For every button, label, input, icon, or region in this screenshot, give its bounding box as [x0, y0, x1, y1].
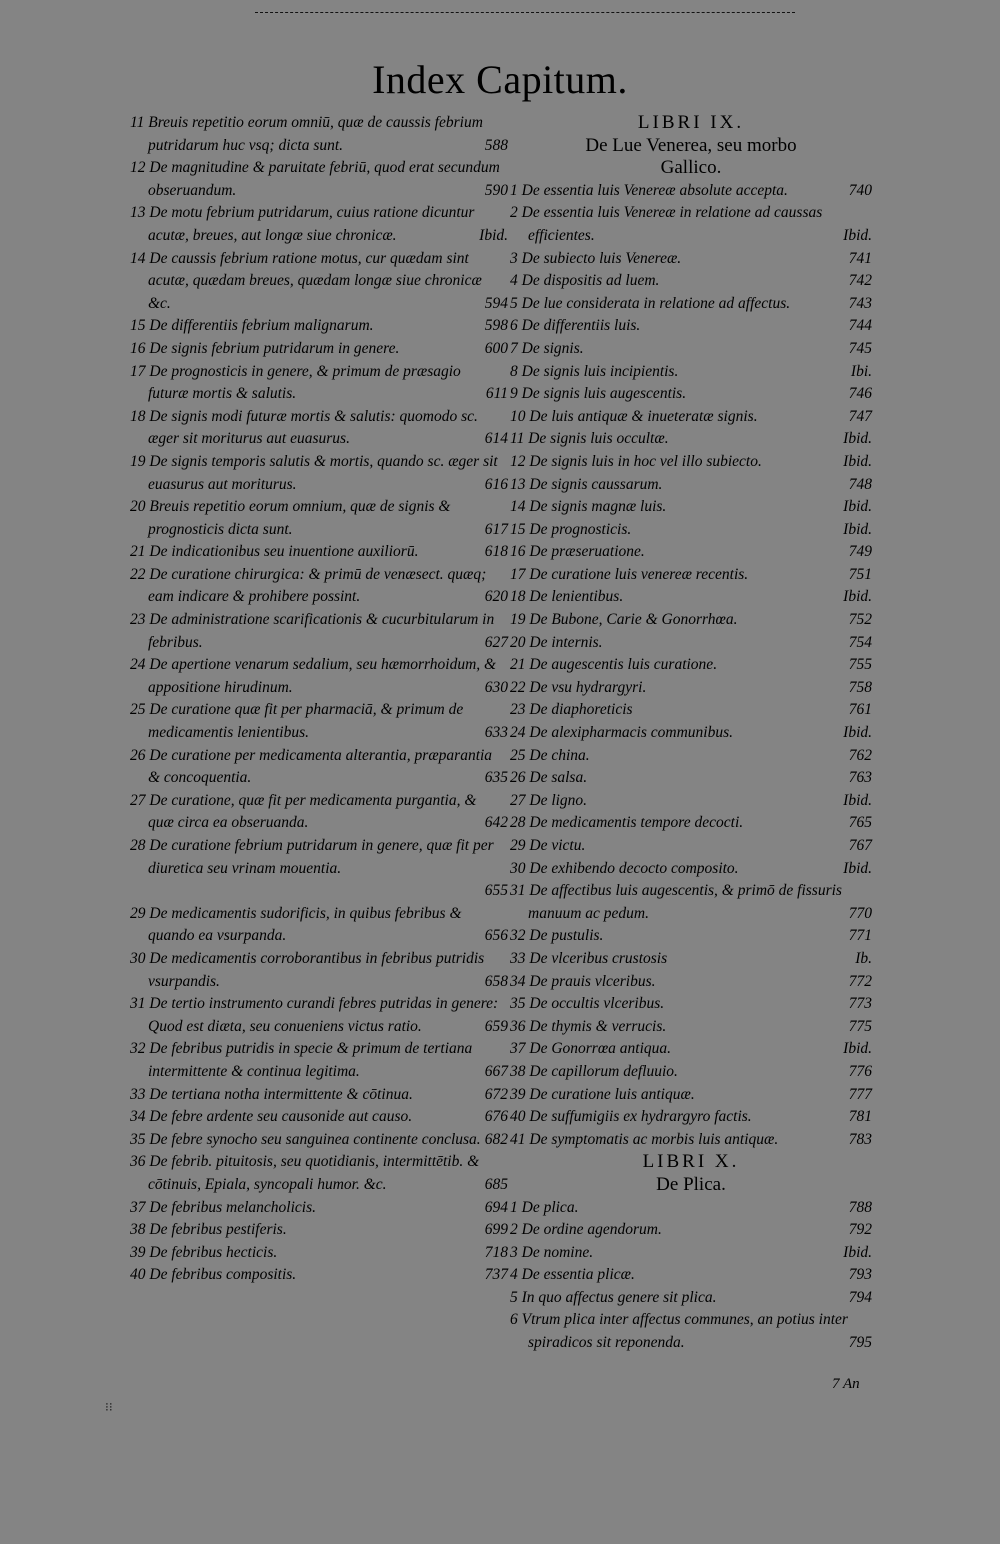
- entry-title: 16 De præseruatione.: [510, 543, 645, 561]
- entry-page-number: 682: [484, 1130, 508, 1148]
- entry-title: 7 De signis.: [510, 339, 584, 357]
- entry-title: 29 De victu.: [510, 837, 586, 854]
- index-entry: [130, 654, 508, 699]
- index-entry: [510, 315, 872, 338]
- index-entry: [510, 451, 872, 474]
- entry-title: 31 De affectibus luis augescentis, & primō de fissuris manuum ac pedum.: [510, 882, 842, 922]
- index-entry: [130, 948, 508, 993]
- index-entry: [510, 699, 872, 722]
- entry-title: 17 De curatione luis venereæ recentis.: [510, 565, 749, 583]
- index-entry: [130, 315, 508, 338]
- entry-page-number: 743: [848, 294, 872, 312]
- index-entry: [510, 609, 872, 632]
- entry-page-number: 618: [484, 543, 508, 561]
- index-entry: [510, 293, 872, 316]
- right-column: [510, 112, 872, 1355]
- entry-title: 23 De administratione scarificationis & cucurbitularum in febribus.: [130, 611, 495, 651]
- index-entry: [130, 338, 508, 361]
- entry-title: 1 De essentia luis Venereæ absolute accepta.: [510, 181, 788, 199]
- index-entry: [510, 677, 872, 700]
- entry-page-number: 590: [484, 181, 508, 199]
- entry-page-number: 685: [484, 1175, 508, 1193]
- entry-page-number: 741: [848, 249, 872, 267]
- index-entry: [510, 880, 872, 925]
- entry-page-number: 740: [848, 181, 872, 199]
- entry-page-number: 655: [484, 881, 508, 899]
- index-entry: [510, 812, 872, 835]
- index-entry: [510, 1129, 872, 1152]
- index-entry: [130, 1219, 508, 1242]
- entry-title: 16 De signis febrium putridarum in genere.: [130, 339, 400, 357]
- index-entry: [510, 790, 872, 813]
- entry-page-number: 794: [848, 1288, 872, 1306]
- entry-title: 40 De suffumigiis ex hydrargyro factis.: [510, 1108, 752, 1126]
- entry-page-number: 758: [848, 678, 872, 696]
- index-entry: [130, 112, 508, 157]
- entry-title: 5 De lue considerata in relatione ad affectus.: [510, 294, 791, 312]
- entry-page-number: Ibid.: [843, 791, 872, 809]
- entry-title: 39 De febribus hecticis.: [130, 1243, 278, 1261]
- entry-page-number: 642: [484, 814, 508, 832]
- entry-page-number: Ib.: [855, 949, 872, 967]
- entry-title: 32 De pustulis.: [510, 927, 604, 945]
- entry-title: 40 De febribus compositis.: [130, 1266, 297, 1284]
- entry-page-number: 744: [848, 317, 872, 335]
- index-entry: [510, 971, 872, 994]
- entry-page-number: 614: [484, 430, 508, 448]
- index-entry: [510, 993, 872, 1016]
- entry-title: 21 De indicationibus seu inuentione auxiliorū.: [130, 543, 419, 561]
- index-entry: [130, 157, 508, 202]
- entry-title: 21 De augescentis luis curatione.: [510, 656, 718, 674]
- page-title: Index Capitum.: [372, 57, 628, 102]
- entry-page-number: 763: [848, 769, 872, 787]
- index-entry: [130, 1197, 508, 1220]
- entry-page-number: 747: [848, 407, 872, 425]
- index-entry: [510, 1016, 872, 1039]
- entry-title: 26 De salsa.: [510, 769, 588, 787]
- entry-page-number: Ibid.: [479, 226, 508, 244]
- entry-title: 18 De signis modi futuræ mortis & salutis: quomodo sc. æger sit moriturus aut euasurus.: [130, 407, 478, 448]
- entry-title: 38 De capillorum defluuio.: [510, 1062, 678, 1080]
- index-entry: [510, 180, 872, 203]
- index-entry: [510, 1084, 872, 1107]
- left-column: [130, 112, 508, 1287]
- index-entry: [510, 767, 872, 790]
- entry-page-number: 630: [484, 678, 508, 696]
- entry-title: 2 De ordine agendorum.: [510, 1221, 662, 1239]
- entry-title: 30 De exhibendo decocto composito.: [510, 859, 739, 877]
- entry-page-number: 749: [848, 543, 872, 561]
- index-entry: [510, 1287, 872, 1310]
- index-entry: [510, 1038, 872, 1061]
- entry-page-number: Ibid.: [843, 226, 872, 244]
- entry-page-number: 755: [848, 656, 872, 674]
- index-entry: [130, 541, 508, 564]
- entry-page-number: 588: [484, 136, 508, 154]
- entry-title: 12 De magnitudine & paruitate febriū, quod erat secundum obseruandum.: [130, 159, 500, 199]
- entry-page-number: 745: [848, 339, 872, 357]
- entry-page-number: Ibid.: [843, 430, 872, 448]
- entry-title: 11 De signis luis occultæ.: [510, 430, 669, 448]
- entry-page-number: 600: [484, 339, 508, 357]
- index-entry: [130, 1242, 508, 1265]
- entry-title: 14 De caussis febrium ratione motus, cur quædam sint acutæ, quædam breues, quædam longæ siue chronicæ &c.: [130, 249, 482, 312]
- index-entry: [510, 1264, 872, 1287]
- index-entry: [510, 383, 872, 406]
- entry-title: 12 De signis luis in hoc vel illo subiecto.: [510, 452, 762, 470]
- entry-page-number: 594: [484, 294, 508, 312]
- entry-page-number: 718: [484, 1243, 508, 1261]
- entry-title: 37 De Gonorrœa antiqua.: [510, 1040, 672, 1058]
- entry-page-number: 770: [848, 904, 872, 922]
- entry-page-number: Ibid.: [843, 724, 872, 742]
- entry-page-number: 694: [484, 1198, 508, 1216]
- top-rule: [255, 12, 795, 13]
- index-entry: [130, 1084, 508, 1107]
- index-entry: [130, 745, 508, 790]
- entry-page-number: Ibid.: [843, 1040, 872, 1058]
- index-entry: [130, 1038, 508, 1083]
- entry-page-number: 699: [484, 1221, 508, 1239]
- index-entry: [510, 948, 872, 971]
- entry-title: 30 De medicamentis corroborantibus in febribus putridis vsurpandis.: [130, 949, 485, 990]
- entry-page-number: 633: [484, 724, 508, 742]
- entry-title: 37 De febribus melancholicis.: [130, 1198, 316, 1216]
- index-entry: [510, 406, 872, 429]
- entry-title: 5 In quo affectus genere sit plica.: [510, 1288, 717, 1306]
- index-entry: [130, 790, 508, 835]
- index-entry: [510, 496, 872, 519]
- entry-title: 13 De signis caussarum.: [510, 475, 663, 493]
- entry-title: 33 De tertiana notha intermittente & cōtinua.: [130, 1085, 413, 1103]
- index-entry: [510, 428, 872, 451]
- entry-title: 14 De signis magnæ luis.: [510, 498, 667, 516]
- entry-page-number: 761: [848, 701, 872, 719]
- index-entry: [510, 925, 872, 948]
- entry-title: 32 De febribus putridis in specie & primum de tertiana intermittente & continua legitima.: [130, 1040, 473, 1080]
- entry-page-number: Ibid.: [843, 588, 872, 606]
- entry-title: 39 De curatione luis antiquæ.: [510, 1085, 695, 1103]
- index-entry: [130, 564, 508, 609]
- index-entry: [510, 722, 872, 745]
- index-entry: [130, 993, 508, 1038]
- entry-title: 4 De essentia plicæ.: [510, 1266, 635, 1284]
- entry-page-number: 771: [848, 927, 872, 945]
- index-entry: [130, 248, 508, 316]
- index-entry: [510, 361, 872, 384]
- entry-page-number: 748: [848, 475, 872, 493]
- entry-title: 6 De differentiis luis.: [510, 317, 641, 335]
- book-10-subtitle: De Plica.: [656, 1173, 726, 1195]
- entry-title: 38 De febribus pestiferis.: [130, 1221, 287, 1239]
- book-9-subtitle-line-1: De Lue Venerea, seu morbo: [585, 134, 797, 156]
- index-entry: [510, 541, 872, 564]
- index-entry: [510, 474, 872, 497]
- entry-page-number: 793: [848, 1266, 872, 1284]
- entry-title: 28 De medicamentis tempore decocti.: [510, 814, 744, 832]
- entry-title: 3 De nomine.: [510, 1243, 594, 1261]
- entry-page-number: 620: [484, 588, 508, 606]
- book-9-heading: LIBRI IX.: [637, 112, 745, 133]
- book-9-subtitle-line-2: Gallico.: [660, 157, 722, 179]
- entry-title: 15 De prognosticis.: [510, 520, 632, 538]
- index-entry: [130, 451, 508, 496]
- index-entry: [510, 202, 872, 247]
- entry-title: 24 De apertione venarum sedalium, seu hæmorrhoidum, & appositione hirudinum.: [130, 656, 497, 696]
- entry-page-number: 598: [484, 317, 508, 335]
- entry-page-number: 754: [848, 633, 872, 651]
- entry-title: 36 De febrib. pituitosis, seu quotidianis, intermittētib. & cōtinuis, Epiala, syncopali humor. &c.: [130, 1153, 480, 1193]
- index-entry: [510, 1309, 872, 1354]
- entry-page-number: 781: [848, 1108, 872, 1126]
- index-entry: [510, 745, 872, 768]
- entry-title: 22 De vsu hydrargyri.: [510, 678, 647, 696]
- index-entry: [510, 519, 872, 542]
- book-10-entries: [510, 1197, 872, 1355]
- index-entry: [510, 1106, 872, 1129]
- entry-page-number: 751: [848, 565, 872, 583]
- index-entry: [130, 1264, 508, 1287]
- book-9-entries: [510, 180, 872, 1152]
- entry-page-number: Ibid.: [843, 1243, 872, 1261]
- index-entry: [130, 1106, 508, 1129]
- index-entry: [510, 835, 872, 858]
- index-entry: [510, 632, 872, 655]
- entry-title: 27 De curatione, quæ fit per medicamenta purgantia, & quæ circa ea obseruanda.: [130, 791, 477, 832]
- entry-title: 20 Breuis repetitio eorum omnium, quæ de signis & prognosticis dicta sunt.: [130, 498, 451, 538]
- index-entry: [510, 1061, 872, 1084]
- entry-page-number: Ibid.: [843, 859, 872, 877]
- entry-title: 31 De tertio instrumento curandi febres putridas in genere: Quod est diæta, seu conueniens victus ratio.: [130, 995, 499, 1035]
- entry-title: 36 De thymis & verrucis.: [510, 1017, 667, 1035]
- entry-title: 22 De curatione chirurgica: & primū de venæsect. quæq; eam indicare & prohibere possint.: [130, 565, 487, 606]
- entry-page-number: 635: [484, 769, 508, 787]
- entry-title: 19 De Bubone, Carie & Gonorrhœa.: [510, 611, 738, 629]
- index-entry: [130, 609, 508, 654]
- entry-title: 1 De plica.: [510, 1198, 579, 1216]
- entry-title: 9 De signis luis augescentis.: [510, 385, 687, 403]
- entry-page-number: 765: [848, 814, 872, 832]
- entry-title: 41 De symptomatis ac morbis luis antiquæ.: [510, 1130, 779, 1148]
- entry-title: 10 De luis antiquæ & inueteratæ signis.: [510, 407, 758, 425]
- entry-page-number: 767: [848, 837, 872, 854]
- entry-page-number: 788: [848, 1198, 872, 1216]
- index-entry: [130, 361, 508, 406]
- entry-title: 35 De occultis vlceribus.: [510, 995, 665, 1013]
- entry-page-number: 772: [848, 972, 872, 990]
- entry-page-number: 667: [484, 1062, 508, 1080]
- entry-page-number: 762: [848, 746, 872, 764]
- entry-title: 20 De internis.: [510, 633, 603, 651]
- entry-title: 34 De febre ardente seu causonide aut causo.: [130, 1108, 413, 1126]
- entry-title: 28 De curatione febrium putridarum in genere, quæ fit per diuretica seu vrinam mouentia.: [130, 837, 494, 877]
- entry-title: 4 De dispositis ad luem.: [510, 272, 660, 290]
- index-entry: [510, 248, 872, 271]
- entry-title: 34 De prauis vlceribus.: [510, 972, 656, 990]
- entry-page-number: Ibi.: [850, 362, 872, 380]
- entry-title: 18 De lenientibus.: [510, 588, 624, 606]
- entry-title: 3 De subiecto luis Venereæ.: [510, 249, 682, 267]
- entry-page-number: 658: [484, 972, 508, 990]
- entry-title: 29 De medicamentis sudorificis, in quibus febribus & quando ea vsurpanda.: [130, 904, 462, 945]
- index-entry: [510, 1219, 872, 1242]
- entry-page-number: 746: [848, 385, 872, 403]
- entry-page-number: 776: [848, 1062, 872, 1080]
- margin-mark-icon: ⁝⁝: [105, 1400, 113, 1414]
- index-entry: [130, 903, 508, 948]
- entry-title: 24 De alexipharmacis communibus.: [510, 724, 733, 742]
- entry-title: 33 De vlceribus crustosis: [510, 949, 668, 967]
- entry-title: 25 De china.: [510, 746, 590, 764]
- entry-title: 6 Vtrum plica inter affectus communes, an potius inter spiradicos sit reponenda.: [510, 1311, 848, 1352]
- entry-title: 15 De differentiis febrium malignarum.: [130, 317, 374, 335]
- index-entry: [510, 654, 872, 677]
- catchword: 7 An: [832, 1376, 860, 1392]
- entry-page-number: 611: [485, 385, 508, 403]
- entry-page-number: 775: [848, 1017, 872, 1035]
- entry-page-number: 742: [848, 272, 872, 290]
- index-entry: [130, 1129, 508, 1152]
- entry-page-number: 777: [848, 1085, 872, 1103]
- entry-title: 25 De curatione quæ fit per pharmaciā, & primum de medicamentis lenientibus.: [130, 701, 464, 742]
- index-entry: [130, 496, 508, 541]
- entry-page-number: 656: [484, 927, 508, 945]
- entry-title: 23 De diaphoreticis: [510, 701, 633, 719]
- entry-page-number: 676: [484, 1108, 508, 1126]
- index-entry: [130, 202, 508, 247]
- entry-page-number: 795: [848, 1334, 872, 1352]
- entry-title: 11 Breuis repetitio eorum omniū, quæ de caussis febrium putridarum huc vsq; dicta sunt.: [130, 114, 483, 154]
- index-entry: [130, 406, 508, 451]
- entry-page-number: 752: [848, 611, 872, 629]
- entry-page-number: 659: [484, 1017, 508, 1035]
- index-entry: [510, 338, 872, 361]
- entry-page-number: 627: [484, 633, 508, 651]
- entry-title: 26 De curatione per medicamenta alterantia, præparantia & concoquentia.: [130, 746, 493, 787]
- entry-title: 35 De febre synocho seu sanguinea continente conclusa.: [130, 1130, 481, 1148]
- entry-title: 19 De signis temporis salutis & mortis, quando sc. æger sit euasurus aut moriturus.: [130, 452, 498, 493]
- entry-page-number: 773: [848, 995, 872, 1013]
- index-entry: [130, 699, 508, 744]
- entry-page-number: 737: [484, 1266, 508, 1284]
- index-entry: [510, 270, 872, 293]
- entry-page-number: 616: [484, 475, 508, 493]
- index-entry: [510, 1197, 872, 1220]
- entry-page-number: Ibid.: [843, 520, 872, 538]
- entry-page-number: 672: [484, 1085, 508, 1103]
- entry-title: 8 De signis luis incipientis.: [510, 362, 679, 380]
- index-entry: [130, 1151, 508, 1196]
- index-entry: [510, 1242, 872, 1265]
- entry-page-number: Ibid.: [843, 452, 872, 470]
- index-entry: [510, 586, 872, 609]
- entry-page-number: Ibid.: [843, 498, 872, 516]
- entry-title: 13 De motu febrium putridarum, cuius ratione dicuntur acutæ, breues, aut longæ siue chronicæ.: [130, 204, 475, 244]
- entry-title: 17 De prognosticis in genere, & primum de præsagio futuræ mortis & salutis.: [130, 362, 461, 403]
- entry-title: 27 De ligno.: [510, 791, 588, 809]
- entry-title: 2 De essentia luis Venereæ in relatione ad caussas efficientes.: [510, 204, 823, 244]
- index-entry: [510, 858, 872, 881]
- index-entry: [510, 564, 872, 587]
- entry-page-number: 783: [848, 1130, 872, 1148]
- entry-page-number: 792: [848, 1221, 872, 1239]
- book-10-heading: LIBRI X.: [642, 1151, 740, 1173]
- index-entry: [130, 835, 508, 899]
- entry-page-number: 617: [484, 520, 508, 538]
